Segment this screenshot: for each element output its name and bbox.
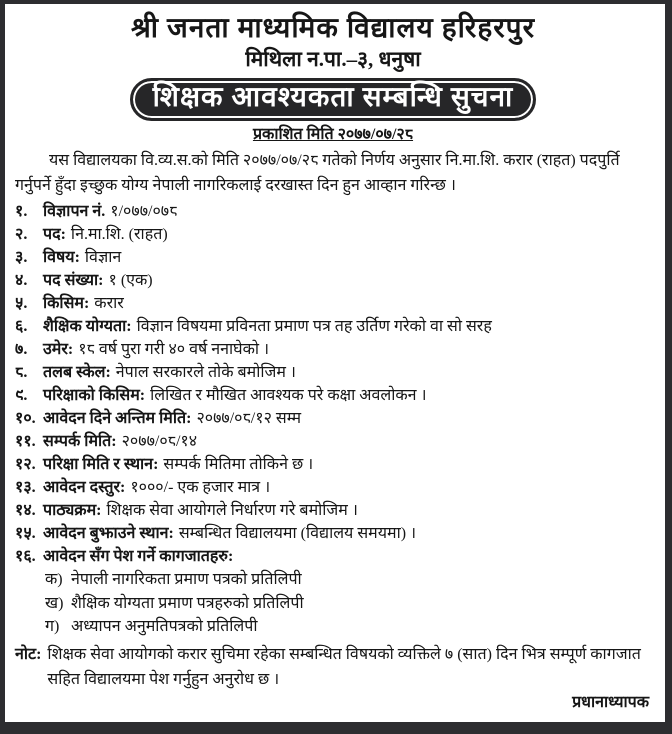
item-number: १. xyxy=(15,203,28,220)
note-text: शिक्षक सेवा आयोगको करार सुचिमा रहेका सम्बन्धित विषयको व्यक्तिले ७ (सात) दिन भित्र सम्पूर्ण कागजात सहित विद्यालयमा पेश गर्नुहुन अनुरोध छ । xyxy=(47,645,641,688)
notice-item-row xyxy=(15,430,651,453)
signature-headmaster: प्रधानाध्यापक xyxy=(572,693,649,711)
notice-item-row xyxy=(15,384,651,407)
note-label: नोट: xyxy=(15,645,42,663)
item-value: नि.मा.शि. (राहत) xyxy=(70,226,168,243)
item-value: लिखित र मौखित आवश्यक परे कक्षा अवलोकन । xyxy=(150,387,427,404)
document-letter: ख) xyxy=(45,594,64,612)
item-value: करार xyxy=(94,295,124,312)
notice-item-row xyxy=(15,522,651,545)
item-number: १५. xyxy=(15,525,36,542)
school-name-heading: श्री जनता माध्यमिक विद्यालय हरिहरपुर xyxy=(130,13,536,44)
banner-container xyxy=(15,78,651,121)
item-number: ११. xyxy=(15,433,36,450)
document-letter: क) xyxy=(45,571,63,588)
item-label: आवेदन सँग पेश गर्ने कागजातहरु: xyxy=(43,548,234,565)
notice-item-row xyxy=(15,200,651,223)
notice-item-list xyxy=(15,200,651,568)
item-number: ९. xyxy=(15,387,28,404)
item-value: विज्ञान विषयमा प्रविनता प्रमाण पत्र तह उर्तिण गरेको वा सो सरह xyxy=(136,318,492,335)
item-label: परिक्षा मिति र स्थान: xyxy=(43,456,159,473)
item-label: विज्ञापन नं. xyxy=(43,203,106,220)
item-label: विषय: xyxy=(43,249,80,266)
document-letter: ग) xyxy=(45,618,60,635)
item-label: किसिम: xyxy=(43,295,90,312)
item-number: १२. xyxy=(15,456,36,473)
item-number: ४. xyxy=(15,272,28,289)
item-value: १/०७७/०७८ xyxy=(110,203,178,220)
item-value: सम्पर्क मितिमा तोकिने छ । xyxy=(163,456,314,473)
notice-item-row xyxy=(15,315,651,338)
document-row xyxy=(45,592,651,616)
item-value: २०७७/०८/१४ xyxy=(121,433,198,450)
notice-item-row xyxy=(15,338,651,361)
notice-item-row xyxy=(15,545,651,568)
item-label: शैक्षिक योग्यता: xyxy=(43,318,132,335)
item-number: २. xyxy=(15,226,28,243)
item-value: १८ वर्ष पुरा गरी ४० वर्ष ननाघेको । xyxy=(78,341,270,358)
item-label: सम्पर्क मिति: xyxy=(43,433,117,450)
item-number: ३. xyxy=(15,249,28,266)
item-number: ६. xyxy=(15,318,28,335)
notice-item-row xyxy=(15,476,651,499)
item-number: ५. xyxy=(15,295,28,312)
published-date-line: प्रकाशित मिति २०७७/०७/२८ xyxy=(252,126,414,143)
item-label: परिक्षाको किसिम: xyxy=(43,387,146,404)
item-value: २०७७/०८/१२ सम्म xyxy=(196,410,302,427)
notice-item-row xyxy=(15,292,651,315)
item-label: आवेदन दस्तुर: xyxy=(43,479,126,496)
notice-item-row xyxy=(15,361,651,384)
item-label: पद: xyxy=(43,226,66,243)
item-label: तलब स्केल: xyxy=(43,364,111,381)
item-value: १०००/- एक हजार मात्र । xyxy=(130,479,271,496)
item-number: ८. xyxy=(15,364,28,381)
notice-item-row xyxy=(15,407,651,430)
intro-paragraph: यस विद्यालयका वि.व्य.स.को मिति २०७७/०७/२८ गतेको निर्णय अनुसार नि.मा.शि. करार (राहत) पदपुर्ति गर्नुपर्ने हुँदा इच्छुक योग्य नेपाली नागरिकलाई दरखास्त दिन हुन आव्हान गरिन्छ । xyxy=(15,152,620,194)
note-section xyxy=(15,642,651,692)
notice-item-row xyxy=(15,246,651,269)
item-value: विज्ञान xyxy=(84,249,122,266)
item-label: आवेदन बुझाउने स्थान: xyxy=(43,525,174,542)
notice-item-row xyxy=(15,499,651,522)
document-text: नेपाली नागरिकता प्रमाण पत्रको प्रतिलिपी xyxy=(71,571,302,588)
document-text: शैक्षिक योग्यता प्रमाण पत्रहरुको प्रतिलिपी xyxy=(71,594,304,612)
item-label: पद संख्या: xyxy=(43,272,104,289)
notice-item-row xyxy=(15,269,651,292)
item-label: उमेर: xyxy=(43,341,74,358)
notice-title-banner: शिक्षक आवश्यकता सम्बन्धि सुचना xyxy=(130,78,537,121)
item-number: ७. xyxy=(15,341,28,358)
item-value: सम्बन्धित विद्यालयमा (विद्यालय समयमा) । xyxy=(178,525,417,542)
item-number: १६. xyxy=(15,548,36,565)
item-label: आवेदन दिने अन्तिम मिति: xyxy=(43,410,192,427)
notice-page xyxy=(5,4,665,722)
item-label: पाठ्यक्रम: xyxy=(43,502,102,519)
required-documents-list xyxy=(45,568,651,639)
item-number: १०. xyxy=(15,410,36,427)
item-value: शिक्षक सेवा आयोगले निर्धारण गरे बमोजिम । xyxy=(106,502,358,519)
notice-item-row xyxy=(15,223,651,246)
document-text: अध्यापन अनुमतिपत्रको प्रतिलिपी xyxy=(71,618,258,635)
item-number: १४. xyxy=(15,502,36,519)
item-value: नेपाल सरकारले तोके बमोजिम । xyxy=(115,364,296,381)
document-row xyxy=(45,568,651,592)
school-address: मिथिला न.पा.–३, धनुषा xyxy=(245,47,421,71)
notice-item-row xyxy=(15,453,651,476)
document-row xyxy=(45,615,651,639)
item-number: १३. xyxy=(15,479,36,496)
item-value: १ (एक) xyxy=(108,272,153,289)
